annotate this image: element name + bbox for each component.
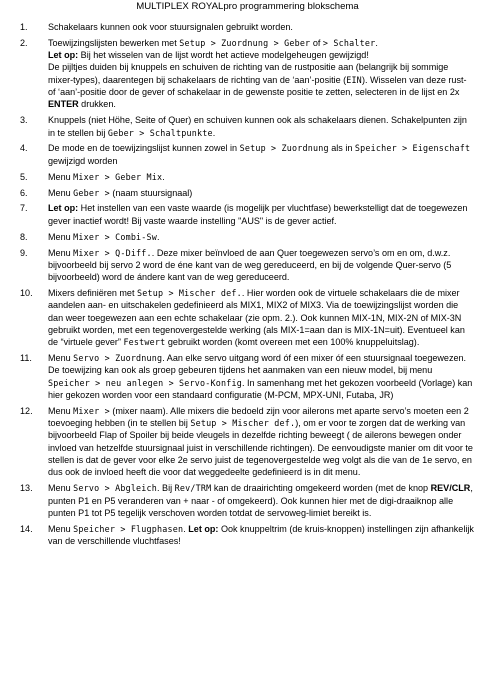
list-item — [20, 352, 475, 401]
list-item — [20, 405, 475, 479]
list-item-number: 9. — [20, 247, 28, 258]
text-run: ), om er voor te zorgen dat de werking van bijvoorbeeld Flap of Spoiler bij beide vleugels in dezelfde richting beweegt ( de ailerons bewegen onder invloed van hetzelfde stuursignaal juist in verschillende richtingen). De eenvoudigste manier om dit voor te stellen is dat de gever voor elke 2e servo juist de tegenovergestelde weg volgt als die van de 1e servo, en dus ook de invloed heeft die voor dat weggedeelte gedefinieerd is in dit menu. — [48, 418, 473, 478]
list-item-text — [48, 287, 475, 348]
list-item-text — [48, 482, 475, 519]
emphasis-text: Let op: — [188, 523, 219, 534]
menu-path: Festwert — [123, 337, 166, 348]
list-item-number: 2. — [20, 37, 28, 48]
list-item-number: 11. — [20, 353, 32, 364]
menu-path: Geber > — [73, 187, 110, 198]
text-run: (naam stuursignaal) — [109, 187, 193, 198]
text-run: De pijltjes duiden bij knuppels en schuiven de richting van de rustpositie aan (belangrijk bij sommige mixer-types), daarentegen bij schakelaars de richting van de ‘aan’-positie ( — [48, 62, 449, 85]
list-item-number: 5. — [20, 171, 28, 182]
menu-path: > Schalter — [322, 37, 376, 48]
list-item-text — [48, 523, 475, 548]
text-run: , punten P1 en P5 veranderen van + naar - of omgekeerd). Ook kunnen hier met de digi-draaiknop alle punten P1 tot P5 tegelijk verschoven worden totdat de servoweg-limiet bereikt is. — [48, 483, 473, 518]
list-item-number: 3. — [20, 115, 28, 126]
menu-path: Setup > Zuordnung > Geber — [179, 37, 311, 48]
list-item-number: 12. — [20, 405, 33, 416]
menu-path: Rev/TRM — [174, 483, 212, 494]
list-item-number: 7. — [20, 203, 28, 214]
list-item-text — [48, 114, 475, 139]
text-run: Mixers definiëren met — [48, 287, 137, 298]
menu-path: Speicher > neu anlegen > Servo-Konfig — [48, 377, 242, 388]
text-run: Ook knuppeltrim (de kruis-knoppen) instellingen zijn afhankelijk van de verschillende vluchtfases! — [48, 523, 474, 546]
text-run: . In samenhang met het gekozen voorbeeld (Vorlage) kan hier gekozen worden voor een standaard configuratie (M-PCM, MPX-UNI, Futaba, JR) — [48, 377, 473, 400]
list-item — [20, 21, 475, 33]
emphasis-text: REV/CLR — [430, 483, 471, 494]
emphasis-text: Let op: — [48, 50, 79, 61]
list-item-text — [48, 202, 475, 227]
list-item-number: 6. — [20, 187, 28, 198]
list-item-number: 1. — [20, 22, 28, 32]
text-run: Schakelaars kunnen ook voor stuursignalen gebruikt worden. — [48, 22, 293, 32]
list-item-text — [48, 247, 475, 284]
list-item — [20, 287, 475, 348]
menu-path: Speicher > Eigenschaft — [354, 143, 471, 154]
text-run: . Deze mixer beïnvloed de aan Quer toegewezen servo’s om en om, d.w.z. bijvoorbeeld bij servo 2 word de éne kant van de weg gereduceerd, en bij de volgende Quer-servo (5 bijvoorbeeld) word de ándere kant van de weg gereduceerd. — [48, 247, 452, 283]
list-item-number: 10. — [20, 287, 33, 298]
list-item — [20, 37, 475, 111]
text-run: . Aan elke servo uitgang word óf een mixer óf een stuursignaal toegewezen. De toewijzing kan ook als groep gebeuren tijdens het aanmaken van een nieuw model, bij menu — [48, 353, 467, 376]
text-run: Menu — [48, 247, 74, 258]
menu-path: EIN — [346, 74, 362, 85]
text-run: Menu — [48, 231, 74, 242]
list-item — [20, 231, 475, 243]
list-item-text — [48, 405, 475, 479]
text-run: Menu — [48, 353, 74, 364]
menu-path: Mixer > — [73, 405, 110, 416]
list-item-number: 14. — [20, 523, 33, 534]
text-run: . — [212, 127, 216, 138]
list-item — [20, 202, 475, 227]
text-run: kan de draairichting omgekeerd worden (met de knop — [211, 483, 431, 494]
menu-path: Setup > Mischer def. — [190, 418, 296, 429]
menu-path: Geber > Schaltpunkte — [107, 127, 213, 138]
text-run: . Bij — [157, 483, 175, 494]
text-run: Menu — [48, 171, 74, 182]
text-run: . — [183, 523, 189, 534]
menu-path: Servo > Zuordnung — [73, 353, 163, 364]
text-run: . — [157, 231, 160, 242]
menu-path: Mixer > Q-Diff. — [73, 247, 152, 258]
list-item — [20, 187, 475, 199]
text-run: Bij het wisselen van de lijst wordt het actieve modelgeheugen gewijzigd! — [78, 50, 369, 61]
list-item — [20, 171, 475, 183]
menu-path: Setup > Mischer def. — [137, 287, 242, 298]
text-run: . — [375, 37, 378, 48]
menu-path: Setup > Zuordnung — [239, 143, 329, 154]
list-item-number: 8. — [20, 231, 28, 242]
text-run: Menu — [48, 405, 74, 416]
text-run: ). Wisselen van deze rust- of ‘aan’-positie door de gever of schakelaar in de gewenste positie te zetten, selecteren in de lijst en 2x — [48, 74, 467, 98]
numbered-list — [20, 21, 475, 547]
text-run: gebruikt worden (komt overeen met een 100% knuppeluitslag). — [165, 337, 420, 348]
list-item — [20, 114, 475, 139]
list-item — [20, 482, 475, 519]
text-run: . Hier worden ook de virtuele schakelaars die de mixer aandelen aan- en uitschakelen gedefinieerd als MIX1, MIX2 of MIX3. Via de toewijzingslijst worden die dan weer toegewezen aan een echte schakelaar (zie opm. 2.). Ook kunnen MIX-1N, MIX-2N of MIX-3N gebruikt worden, met een tegenovergestelde werking (als MIX-1=aan dan is MIX-1N=uit). Eventueel kan de “virtuele gever” — [48, 287, 465, 348]
list-item-text — [48, 37, 475, 111]
list-item-text — [48, 231, 475, 243]
text-run: . — [162, 171, 165, 182]
list-item-text — [48, 171, 475, 183]
list-item-text — [48, 21, 475, 33]
text-run: Menu — [48, 483, 74, 494]
text-run: Het instellen van een vaste waarde (is mogelijk per vluchtfase) bewerkstelligt dat de toegewezen gever inactief wordt! Bij vaste waarde instelling "AUS" is de gever actief. — [48, 203, 468, 226]
text-run: Menu — [48, 523, 74, 534]
text-run: Menu — [48, 187, 74, 198]
list-item — [20, 247, 475, 284]
text-run: Knuppels (niet Höhe, Seite of Quer) en schuiven kunnen ook als schakelaars dienen. Schakelpunten zijn in te stellen bij — [48, 115, 467, 138]
menu-path: Mixer > Geber Mix — [73, 171, 163, 182]
text-run: gewijzigd worden — [48, 155, 118, 166]
emphasis-text: ENTER — [48, 99, 79, 110]
text-run: Toewijzingslijsten bewerken met — [48, 37, 180, 48]
text-run: De mode en de toewijzingslijst kunnen zowel in — [48, 143, 240, 154]
menu-path: Speicher > Flugphasen — [73, 523, 184, 534]
text-run: als in — [328, 143, 355, 154]
text-run: of — [310, 37, 323, 48]
emphasis-text: Let op: — [48, 203, 79, 214]
text-run: (mixer naam). Alle mixers die bedoeld zijn voor ailerons met aparte servo’s moeten een 2 toevoeging hebben (in te stellen bij — [48, 405, 469, 429]
list-item-number: 4. — [20, 143, 28, 154]
menu-path: Servo > Abgleich — [73, 483, 158, 494]
list-item — [20, 523, 475, 548]
text-run: drukken. — [78, 99, 116, 110]
list-item-number: 13. — [20, 483, 33, 494]
list-item-text — [48, 142, 475, 167]
list-item-text — [48, 187, 475, 199]
list-item — [20, 142, 475, 167]
menu-path: Mixer > Combi-Sw — [73, 231, 158, 242]
list-item-text — [48, 352, 475, 401]
document-title: MULTIPLEX ROYALpro programmering blokschema — [136, 1, 359, 12]
